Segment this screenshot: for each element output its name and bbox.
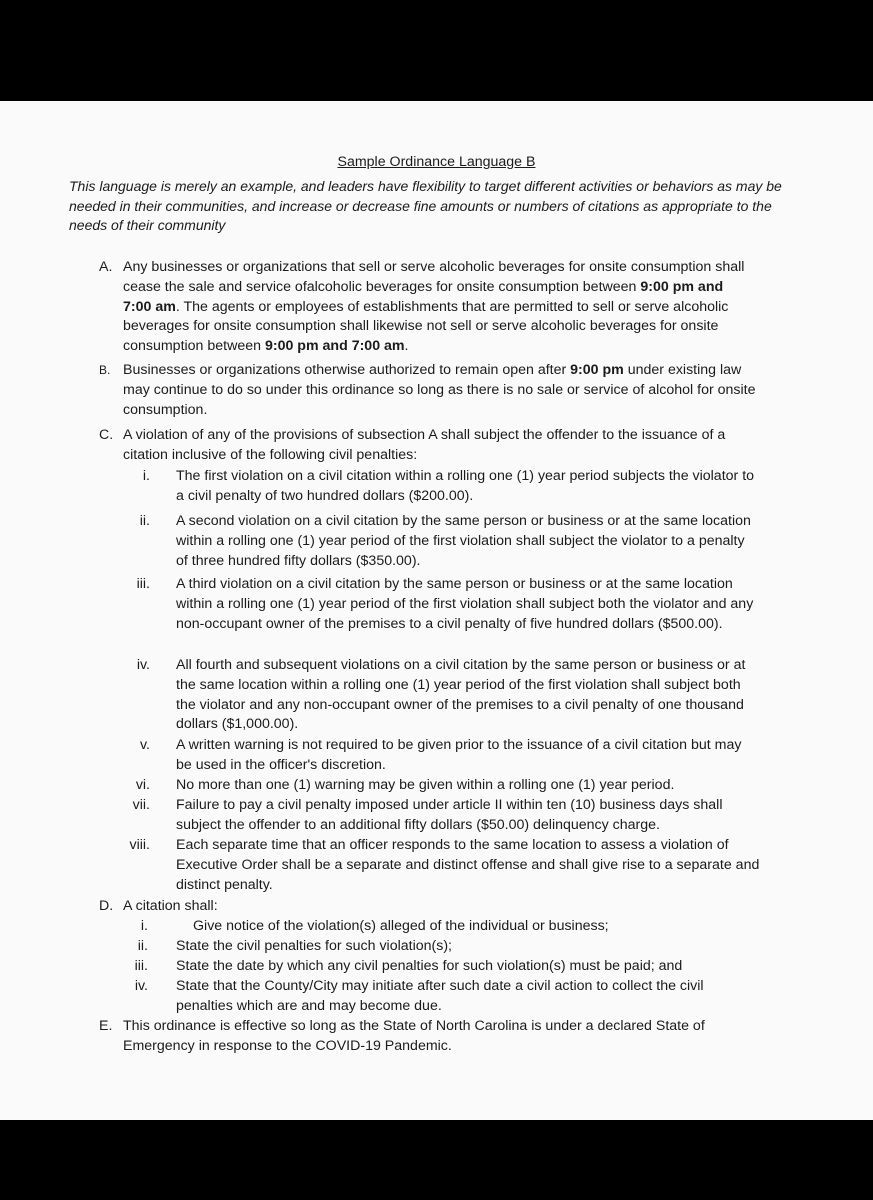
- section-c-item-text: A written warning is not required to be given prior to the issuance of a civil citation but may be used in the officer's discretion.: [176, 737, 742, 773]
- section-c-item-marker: i.: [142, 468, 150, 484]
- section-c-item-text: A second violation on a civil citation by the same person or business or at the same location within a rolling one (1) year period of the first violation shall subject the violator to a penalty of three hundred fifty dollars ($350.00).: [176, 513, 751, 569]
- section-e-marker: E.: [99, 1018, 113, 1034]
- section-a-text-1: Any businesses or organizations that sell or serve alcoholic beverages for onsite consumption shall cease the sale and service ofalcoholic beverages for onsite consumption between: [123, 259, 745, 295]
- section-d-item-text: State the civil penalties for such violation(s);: [176, 938, 452, 954]
- section-b-marker: B.: [99, 363, 111, 377]
- section-c-item-marker: viii.: [129, 837, 150, 853]
- section-c-item-text: Each separate time that an officer responds to the same location to assess a violation of Executive Order shall be a separate and distinct offense and shall give rise to a separate and distinct penalty.: [176, 837, 760, 893]
- section-c-item-marker: vii.: [132, 797, 150, 813]
- section-d-item-marker: iii.: [134, 958, 148, 974]
- section-b-text-1: Businesses or organizations otherwise authorized to remain open after: [123, 362, 571, 378]
- document-page: [0, 101, 873, 1120]
- section-a-text: [123, 258, 755, 357]
- section-e-text: This ordinance is effective so long as the State of North Carolina is under a declared State of Emergency in response to the COVID-19 Pandemic.: [123, 1018, 705, 1054]
- section-d-item-marker: iv.: [134, 978, 148, 994]
- section-c-item-marker: vi.: [135, 777, 150, 793]
- section-b-text-2: under existing law may continue to do so under this ordinance so long as there is no sale or service of alcohol for onsite consumption.: [123, 362, 756, 418]
- section-d-item-text: State the date by which any civil penalties for such violation(s) must be paid; and: [176, 958, 683, 974]
- document-title: Sample Ordinance Language B: [337, 154, 536, 170]
- section-c-item-marker: iv.: [136, 657, 150, 673]
- section-d-item-text: Give notice of the violation(s) alleged of the individual or business;: [193, 918, 609, 934]
- section-c-item-marker: ii.: [139, 513, 150, 529]
- section-a-text-3: .: [404, 338, 409, 355]
- section-d-item-marker: ii.: [137, 938, 148, 954]
- section-a-time-1: 9:00 pm and 7:00 am: [123, 278, 724, 315]
- section-d-marker: D.: [99, 898, 114, 914]
- section-c-item-text: A third violation on a civil citation by the same person or business or at the same location within a rolling one (1) year period of the first violation shall subject both the violator and any non-occupant owner of the premises to a civil penalty of five hundred dollars ($500.00).: [176, 576, 754, 632]
- section-d-item-text: State that the County/City may initiate after such date a civil action to collect the civil penalties which are and may become due.: [176, 978, 704, 1014]
- section-c-item-text: Failure to pay a civil penalty imposed under article II within ten (10) business days shall subject the offender to an additional fifty dollars ($50.00) delinquency charge.: [176, 797, 723, 833]
- section-d-text: A citation shall:: [123, 898, 218, 914]
- section-b-text: [123, 361, 759, 420]
- section-c-marker: C.: [99, 427, 114, 443]
- section-c-text: A violation of any of the provisions of subsection A shall subject the offender to the issuance of a citation inclusive of the following civil penalties:: [123, 427, 726, 463]
- section-c-item-text: No more than one (1) warning may be given within a rolling one (1) year period.: [176, 777, 675, 793]
- intro-paragraph: This language is merely an example, and leaders have flexibility to target different activities or behaviors as may be needed in their communities, and increase or decrease fine amounts or numbers of citations as appropriate to the needs of their community: [69, 178, 782, 234]
- section-a-text-2: . The agents or employees of establishments that are permitted to sell or serve alcoholic beverages for onsite consumption shall likewise not sell or serve alcoholic beverages for onsite consumption between: [123, 298, 729, 355]
- section-d-item-marker: i.: [140, 918, 148, 934]
- section-c-item-marker: iii.: [136, 576, 150, 592]
- section-c-item-marker: v.: [140, 737, 150, 753]
- section-a-time-2: 9:00 pm and 7:00 am: [264, 338, 405, 355]
- section-c-item-text: The first violation on a civil citation within a rolling one (1) year period subjects the violator to a civil penalty of two hundred dollars ($200.00).: [176, 468, 755, 504]
- section-b-time: 9:00 pm: [570, 362, 624, 378]
- section-a-marker: A.: [99, 259, 113, 275]
- section-c-item-text: All fourth and subsequent violations on a civil citation by the same person or business or at the same location within a rolling one (1) year period of the first violation shall subject both the violator and any non-occupant owner of the premises to a civil penalty of one thousand dollars ($1,000.00).: [176, 657, 746, 733]
